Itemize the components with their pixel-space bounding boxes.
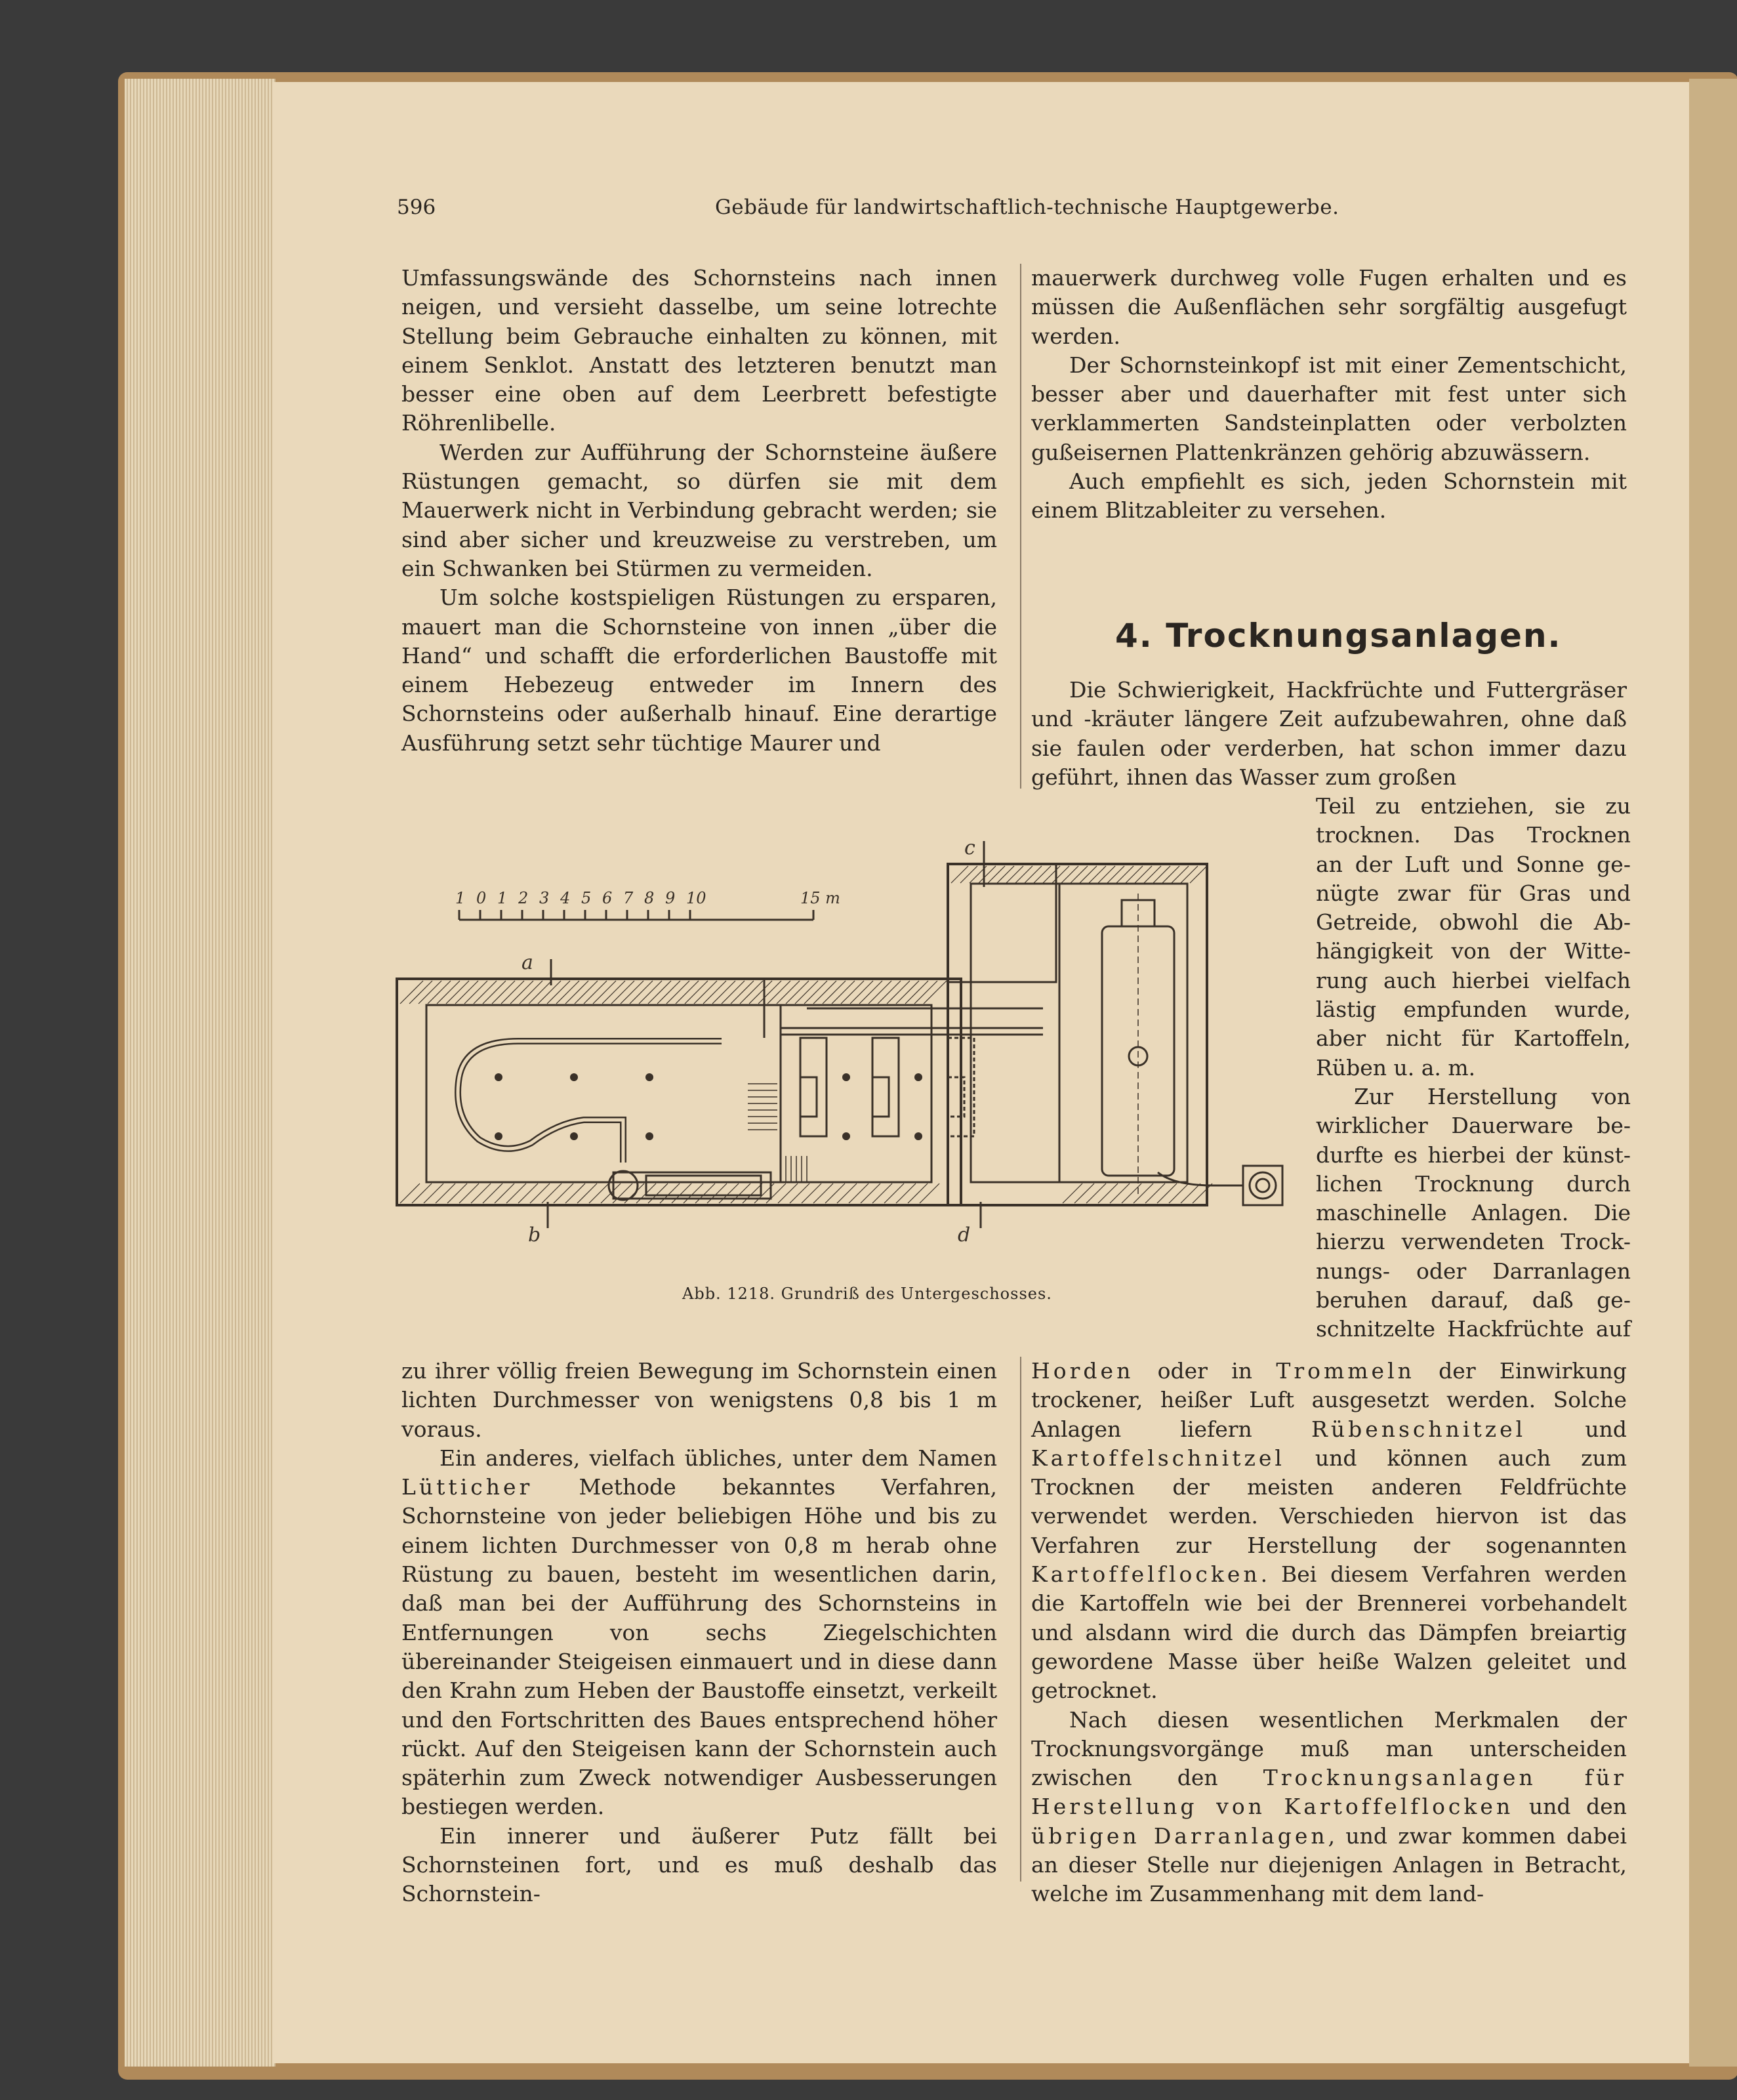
text-line: wirklicher Dauerware be- (1316, 1113, 1631, 1139)
scale-label: 7 (623, 889, 634, 907)
wall-hatch (786, 981, 809, 1004)
wall-hatch (896, 1184, 916, 1203)
facing-page-edge (1689, 79, 1737, 2067)
wall-hatch (1181, 1184, 1200, 1203)
wall-hatch (556, 981, 579, 1004)
text-line: hängigkeit von der Witte- (1316, 938, 1631, 964)
wall-hatch (1190, 866, 1207, 883)
pillar-dot (842, 1073, 850, 1081)
pillar-dot (914, 1073, 922, 1081)
wall-hatch (920, 1184, 939, 1203)
right-column-top (1031, 264, 1627, 525)
right-column-bottom (1031, 1357, 1627, 1909)
wall-hatch (565, 981, 588, 1004)
running-title: Gebäude für landwirtschaftlich-technische Hauptgewerbe. (715, 196, 1339, 219)
wall-hatch (1006, 866, 1023, 883)
wall-hatch (530, 1184, 550, 1203)
wall-hatch (459, 1184, 479, 1203)
wall-hatch (1015, 866, 1032, 883)
scale-label: 4 (560, 889, 571, 907)
paragraph: Der Schornsteinkopf ist mit einer Zementschicht, besser aber und dauerhafter mit fest unter sich verklammerten Sandsteinplatten oder verbolzten gußeisernen Plattenkränzen gehörig abzuwässern. (1031, 352, 1627, 465)
wall-hatch (743, 1184, 762, 1203)
wall-hatch (832, 981, 855, 1004)
scale-label: 1 (455, 889, 466, 907)
wall-hatch (639, 981, 662, 1004)
text-run: und (1526, 1416, 1627, 1442)
paragraph (1031, 1357, 1627, 1706)
wall-hatch (1162, 866, 1179, 883)
wall-hatch (611, 981, 634, 1004)
spaced-term: übrigen Darranlagen (1031, 1822, 1328, 1849)
wall-hatch (1144, 866, 1161, 883)
wall-hatch (676, 981, 699, 1004)
paragraph: zu ihrer völlig freien Bewegung im Schornstein einen lichten Durchmesser von wenigstens 0,8 bis 1 m voraus. (401, 1358, 997, 1442)
wall-hatch (914, 981, 937, 1004)
text-run: . Bei diesem Verfahren werden die Kartoffeln wie bei der Brennerei vorbehandelt und alsdann wird die durch das Dämpfen breiartig gewordene Masse über heiße Walzen geleitet und getrocknet. (1031, 1561, 1627, 1704)
wall-hatch (988, 866, 1005, 883)
wall-hatch (951, 866, 968, 883)
text-line: Teil zu entziehen, sie zu (1316, 793, 1631, 819)
spaced-term: Lütticher (401, 1474, 533, 1500)
wall-hatch (685, 981, 708, 1004)
wall-hatch (1080, 866, 1097, 883)
wall-hatch (1063, 1184, 1082, 1203)
wall-hatch (823, 981, 846, 1004)
text-line: trocknen. Das Trocknen (1316, 822, 1631, 848)
left-column-top (401, 264, 997, 815)
wall-hatch (813, 1184, 833, 1203)
wall-hatch (997, 866, 1014, 883)
wall-hatch (436, 1184, 455, 1203)
spaced-term: Kartoffelschnitzel (1031, 1445, 1285, 1471)
wall-hatch (446, 981, 469, 1004)
pillar-dot (914, 1132, 922, 1140)
scale-label: 15 m (800, 889, 840, 907)
wall-hatch (483, 981, 506, 1004)
section-mark-c: c (964, 836, 975, 859)
scale-label: 6 (602, 889, 613, 907)
wall-hatch (400, 1184, 420, 1203)
text-line: lästig empfunden wurde, (1316, 997, 1631, 1023)
wall-hatch (464, 981, 487, 1004)
wall-hatch (908, 1184, 928, 1203)
wall-hatch (694, 981, 717, 1004)
wall-hatch (672, 1184, 691, 1203)
wall-hatch (712, 981, 735, 1004)
wall-hatch (648, 1184, 668, 1203)
wall-hatch (1052, 866, 1069, 883)
wall-hatch (447, 1184, 467, 1203)
wall-hatch (409, 981, 432, 1004)
wall-hatch (749, 981, 772, 1004)
wall-hatch (1043, 866, 1060, 883)
wall-hatch (804, 981, 827, 1004)
text-run: Nach diesen wesentlichen Merkmalen der Trocknungsvorgänge muß man unterscheiden zwischen den (1031, 1706, 1627, 1791)
wall-hatch (731, 1184, 750, 1203)
paragraph: Umfassungswände des Schornsteins nach innen neigen, und versieht dasselbe, um seine lotrechte Stellung beim Gebrauche einhalten zu können, mit einem Senklot. Anstatt des letzteren benutzt man besser eine oben auf dem Leerbrett befestigte Röhrenlibelle. (401, 265, 997, 436)
wall-hatch (1169, 1184, 1189, 1203)
wall-hatch (1153, 866, 1170, 883)
text-run: , und zwar kommen dabei an dieser Stelle nur diejenigen Anlagen in Betracht, welche im Zusammenhang mit dem land- (1031, 1822, 1627, 1907)
wall-hatch (1071, 866, 1088, 883)
wall-hatch (896, 981, 919, 1004)
paragraph: mauerwerk durchweg volle Fugen erhalten und es müssen die Außenflächen sehr sorgfältig ausgefugt werden. (1031, 265, 1627, 349)
wall-hatch (707, 1184, 727, 1203)
wall-hatch (593, 981, 616, 1004)
wall-hatch (483, 1184, 502, 1203)
wall-hatch (492, 981, 515, 1004)
wall-hatch (529, 981, 552, 1004)
wall-hatch (1193, 1184, 1212, 1203)
paragraph (1031, 1706, 1627, 1909)
wall-hatch (471, 1184, 491, 1203)
wall-hatch (878, 981, 901, 1004)
wall-hatch (841, 981, 864, 1004)
text-line: beruhen darauf, daß ge- (1316, 1287, 1631, 1313)
wall-hatch (584, 981, 607, 1004)
paragraph: Ein innerer und äußerer Putz fällt bei Schornsteinen fort, und es muß deshalb das Schornstein- (401, 1822, 997, 1907)
pillar-dot (645, 1073, 653, 1081)
column-divider (1020, 1357, 1021, 1882)
wall-hatch (884, 1184, 904, 1203)
text-line: lichen Trocknung durch (1316, 1170, 1631, 1197)
wall-hatch (777, 981, 800, 1004)
text-line: aber nicht für Kartoffeln, (1316, 1025, 1631, 1052)
wall-hatch (510, 981, 533, 1004)
scale-label: 0 (476, 889, 487, 907)
wall-hatch (1172, 866, 1189, 883)
wall-hatch (905, 981, 928, 1004)
wall-hatch (740, 981, 763, 1004)
wall-hatch (758, 981, 781, 1004)
wall-hatch (837, 1184, 857, 1203)
wall-hatch (602, 981, 625, 1004)
text-line: nungs- oder Darranlagen (1316, 1258, 1631, 1284)
wall-hatch (400, 981, 423, 1004)
wall-hatch (501, 981, 524, 1004)
paragraph: Um solche kostspieligen Rüstungen zu ersparen, mauert man die Schornsteine von innen „über die Hand“ und schafft die erforderlichen Baustoffe mit einem Hebezeug entweder im Innern des Schornsteins oder außerhalb hinauf. Eine derartige Ausführung setzt sehr tüchtige Maurer und (401, 585, 997, 756)
text-line: Zur Herstellung von (1354, 1083, 1631, 1109)
wall-hatch (538, 981, 561, 1004)
left-column-bottom (401, 1357, 997, 1909)
wall-hatch (1157, 1184, 1177, 1203)
paragraph: Werden zur Aufführung der Schornsteine äußere Rüstungen gemacht, so dürfen sie mit dem Mauerwerk nicht in Verbindung gebracht werden; sie sind aber sicher und kreuzweise zu verstreben, um ein Schwanken bei Stürmen zu vermeiden. (401, 439, 997, 581)
pillar-dot (570, 1073, 578, 1081)
paragraph: Auch empfiehlt es sich, jeden Schornstein mit einem Blitzableiter zu versehen. (1031, 468, 1627, 524)
text-line: nügte zwar für Gras und (1316, 880, 1631, 906)
wall-hatch (542, 1184, 562, 1203)
wall-hatch (979, 866, 996, 883)
text-run: der Einwirkung trockener, heißer Luft ausgesetzt werden. Solche Anlagen liefern (1031, 1358, 1627, 1442)
figure-caption: Abb. 1218. Grundriß des Untergeschosses. (682, 1285, 1052, 1303)
section-mark-b: b (528, 1224, 541, 1246)
wall-hatch (455, 981, 478, 1004)
spaced-term: Horden (1031, 1358, 1134, 1384)
wall-hatch (790, 1184, 809, 1203)
wall-hatch (424, 1184, 443, 1203)
wall-hatch (1061, 866, 1078, 883)
wall-hatch (412, 1184, 432, 1203)
float-text (1316, 792, 1631, 1344)
wall-hatch (731, 981, 754, 1004)
conveyor-channel (458, 1041, 722, 1163)
scale-label: 3 (539, 889, 550, 907)
wall-hatch (554, 1184, 573, 1203)
wall-hatch (660, 1184, 680, 1203)
wall-hatch (589, 1184, 609, 1203)
wall-hatch (767, 981, 790, 1004)
floor-plan-figure (387, 828, 1286, 1287)
wall-hatch (1089, 866, 1106, 883)
wall-hatch (630, 981, 653, 1004)
wall-hatch (1134, 1184, 1153, 1203)
wall-hatch (1145, 1184, 1165, 1203)
wall-hatch (518, 1184, 538, 1203)
wall-hatch (849, 1184, 868, 1203)
section-intro (1031, 676, 1627, 792)
wall-hatch (577, 1184, 597, 1203)
wall-hatch (565, 1184, 585, 1203)
building-outer-wall (397, 979, 961, 1205)
wall-hatch (684, 1184, 703, 1203)
wall-hatch (887, 981, 910, 1004)
wall-hatch (1116, 866, 1134, 883)
wall-hatch (722, 981, 745, 1004)
wall-hatch (703, 981, 726, 1004)
spaced-term: Kartoffelflocken (1031, 1561, 1261, 1588)
wall-hatch (861, 1184, 880, 1203)
wall-hatch (428, 981, 451, 1004)
wall-hatch (495, 1184, 514, 1203)
scale-label: 5 (581, 889, 592, 907)
wall-hatch (850, 981, 873, 1004)
wall-hatch (1107, 866, 1124, 883)
pillar-dot (842, 1132, 850, 1140)
text-line: hierzu verwendeten Trock- (1316, 1229, 1631, 1255)
wall-hatch (778, 1184, 798, 1203)
wall-hatch (1135, 866, 1152, 883)
scale-label: 8 (644, 889, 655, 907)
wall-hatch (1098, 1184, 1118, 1203)
text-run: und können auch zum Trocknen der meisten anderen Feldfrüchte verwendet werden. Verschieden hiervon ist das Verfahren zur Herstellung der sogenannten (1031, 1445, 1627, 1558)
page-number: 596 (397, 196, 436, 219)
section-mark-a: a (521, 951, 533, 974)
wall-hatch (419, 981, 441, 1004)
spaced-term: Trommeln (1276, 1358, 1415, 1384)
pillar-dot (570, 1132, 578, 1140)
page-stack-edge (125, 79, 276, 2067)
wall-hatch (802, 1184, 821, 1203)
wall-hatch (1074, 1184, 1094, 1203)
paragraph: Die Schwierigkeit, Hackfrüchte und Futtergräser und -kräuter längere Zeit aufzubewahren, ohne daß sie faulen oder verderben, hat schon immer dazu geführt, ihnen das Wasser zum großen (1031, 677, 1627, 790)
wall-hatch (1110, 1184, 1130, 1203)
scale-label: 1 (497, 889, 508, 907)
wall-hatch (1086, 1184, 1106, 1203)
wall-hatch (924, 981, 947, 1004)
wall-hatch (648, 981, 671, 1004)
wall-hatch (437, 981, 460, 1004)
wall-hatch (813, 981, 836, 1004)
spaced-term: Trocknungsanlagen für Herstellung von Kartoffelflocken (1031, 1765, 1627, 1820)
text-line: Rüben u. a. m. (1316, 1054, 1476, 1081)
wall-hatch (795, 981, 818, 1004)
scale-label: 2 (518, 889, 529, 907)
spaced-term: Rübenschnitzel (1311, 1416, 1526, 1442)
wall-hatch (1034, 866, 1051, 883)
wall-hatch (719, 1184, 739, 1203)
section-mark-d: d (958, 1224, 971, 1246)
wall-hatch (657, 981, 680, 1004)
wall-hatch (621, 981, 644, 1004)
wall-hatch (1126, 866, 1143, 883)
text-line: an der Luft und Sonne ge- (1316, 851, 1631, 877)
wall-hatch (1098, 866, 1115, 883)
text-run: und den (1513, 1794, 1627, 1820)
wall-hatch (868, 981, 891, 1004)
wall-hatch (695, 1184, 715, 1203)
text-line: Getreide, obwohl die Ab- (1316, 909, 1631, 936)
text-run: oder in (1134, 1358, 1277, 1384)
wall-hatch (859, 981, 882, 1004)
paragraph: Ein anderes, vielfach übliches, unter dem Namen Lütticher Methode bekanntes Verfahren, Schornsteine von jeder beliebigen Höhe und bis zu einem lichten Durchmesser von 0,8 m herab ohne Rüstung zu bauen, besteht im wesentlichen darin, daß man bei der Aufführung des Schornsteins in Entfernungen von sechs Ziegelschichten übereinander Steigeisen einmauert und in diese dann den Krahn zum Heben der Baustoffe einsetzt, verkeilt und den Fortschritten des Baues entsprechend höher rückt. Auf den Steigeisen kann der Schornstein auch späterhin zum Zweck notwendiger Ausbesserungen bestiegen werden. (401, 1445, 997, 1820)
text-line: schnitzelte Hackfrüchte auf (1316, 1316, 1631, 1342)
scale-label: 10 (686, 889, 706, 907)
text-line: rung auch hierbei vielfach (1316, 967, 1631, 993)
pillar-dot (495, 1073, 502, 1081)
section-heading: 4. Trocknungsanlagen. (1115, 617, 1562, 655)
wall-hatch (666, 981, 689, 1004)
wall-hatch (575, 981, 598, 1004)
column-divider (1020, 264, 1021, 789)
wall-hatch (872, 1184, 892, 1203)
wall-hatch (825, 1184, 845, 1203)
wall-hatch (1025, 866, 1042, 883)
text-line: durfte es hierbei der künst- (1316, 1142, 1631, 1168)
scale-label: 9 (665, 889, 676, 907)
wall-hatch (766, 1184, 786, 1203)
wall-hatch (474, 981, 497, 1004)
wall-hatch (520, 981, 542, 1004)
wall-hatch (1181, 866, 1198, 883)
wall-hatch (506, 1184, 526, 1203)
wall-hatch (960, 866, 977, 883)
pillar-dot (645, 1132, 653, 1140)
text-line: maschinelle Anlagen. Die (1316, 1200, 1631, 1226)
pillar-dot (495, 1132, 502, 1140)
